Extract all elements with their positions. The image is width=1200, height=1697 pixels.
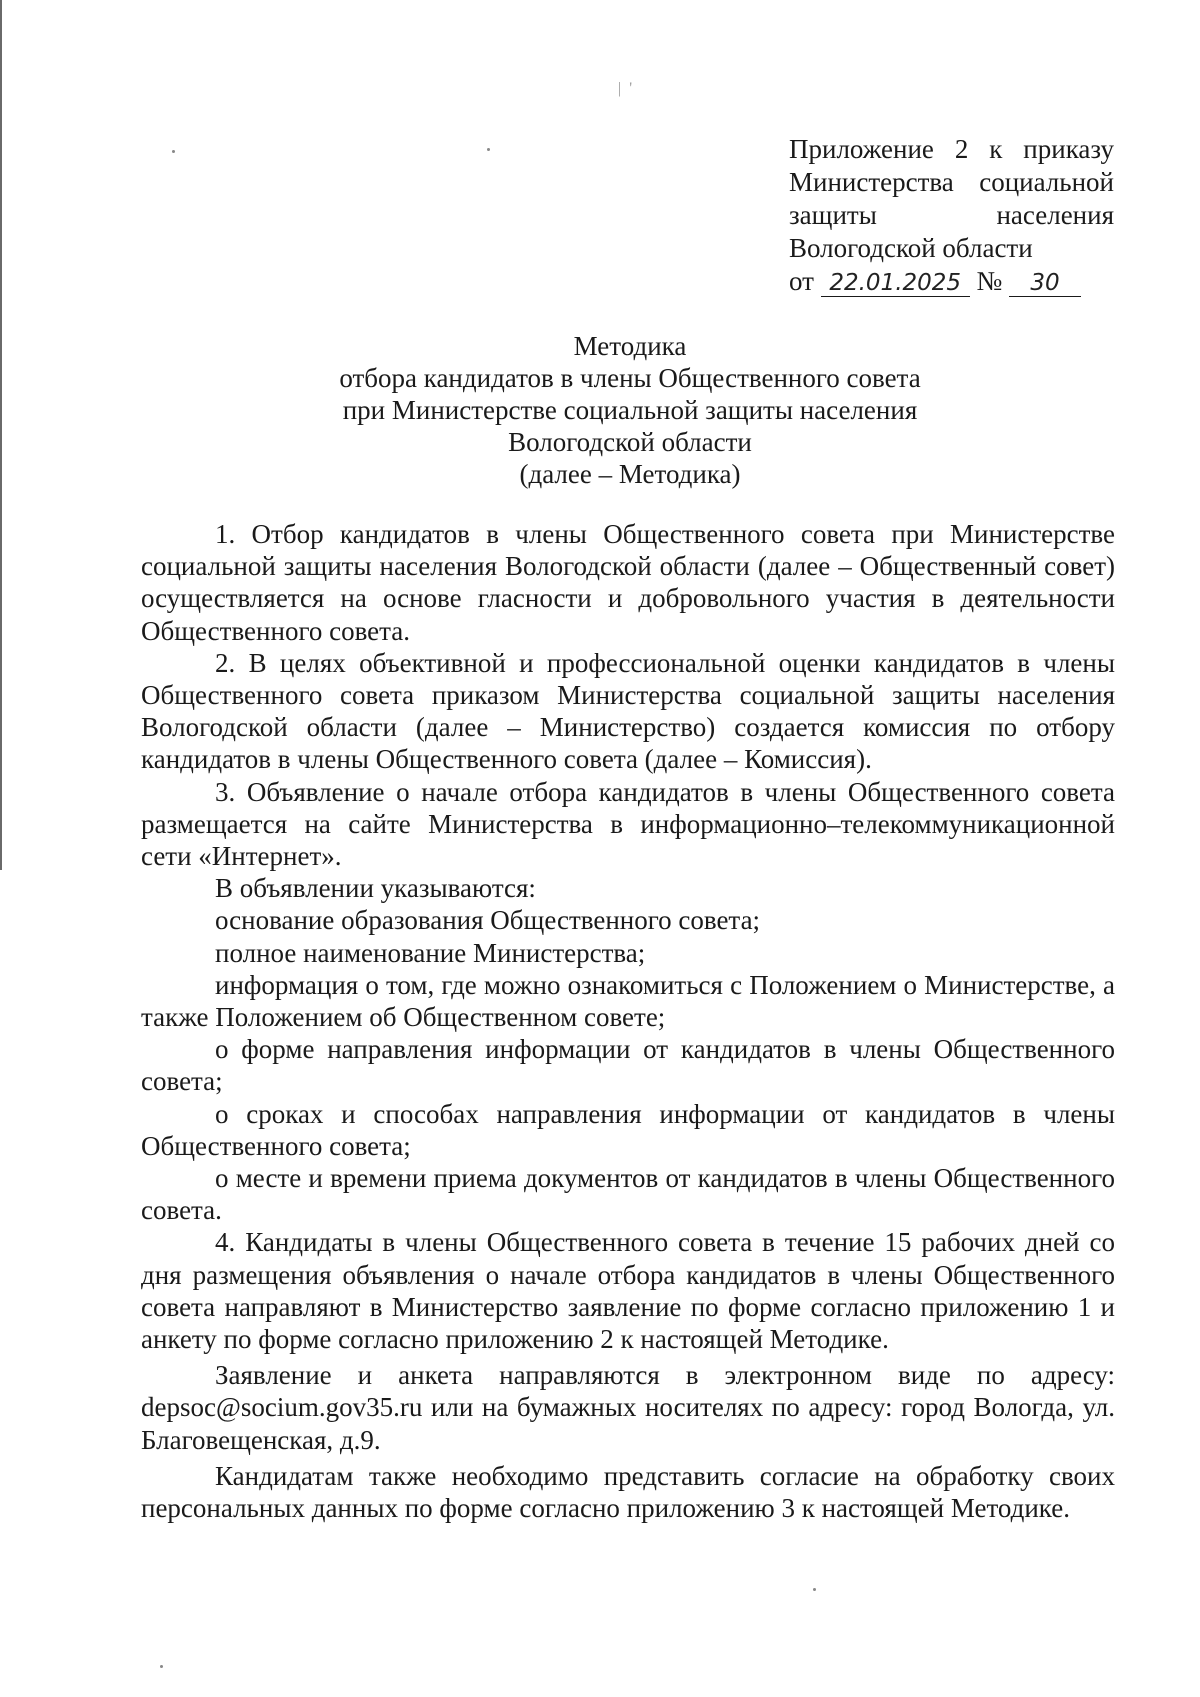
title-line-4: Вологодской области bbox=[508, 427, 752, 457]
paragraph-consent: Кандидатам также необходимо представить согласие на обработку своих персональных данных по форме согласно приложению 3 к настоящей Методике. bbox=[141, 1460, 1115, 1524]
title-line-3: при Министерстве социальной защиты населения bbox=[342, 395, 918, 425]
number-prefix: № bbox=[976, 266, 1003, 296]
order-number-handwritten: 30 bbox=[1009, 270, 1081, 297]
list-item-deadlines: о сроках и способах направления информации от кандидатов в члены Общественного совета; bbox=[141, 1098, 1115, 1161]
title-line-1: Методика bbox=[573, 331, 687, 361]
paragraph-announcement-intro: В объявлении указываются: bbox=[215, 873, 536, 904]
document-body bbox=[141, 518, 1115, 1524]
scan-speck bbox=[160, 1665, 163, 1668]
scan-speck bbox=[172, 150, 175, 153]
list-item-ministry-name: полное наименование Министерства; bbox=[215, 937, 646, 968]
appendix-header bbox=[789, 133, 1114, 298]
page-marks: | ' bbox=[618, 80, 635, 97]
list-item-regulations-info: информация о том, где можно ознакомиться с Положением о Министерстве, а также Положением об Общественном совете; bbox=[141, 969, 1115, 1033]
paragraph-submission-address: Заявление и анкета направляются в электронном виде по адресу: depsoc@socium.gov35.ru или на бумажных носителях по адресу: город Вологда, ул. Благовещенская, д.9. bbox=[141, 1360, 1115, 1455]
scan-speck bbox=[487, 148, 490, 151]
list-item-basis: основание образования Общественного совета; bbox=[215, 905, 761, 936]
order-date-handwritten: 22.01.2025 bbox=[821, 270, 970, 297]
appendix-line-2: Министерства социальной bbox=[789, 167, 1114, 197]
title-line-5: (далее – Методика) bbox=[519, 459, 741, 489]
scan-speck bbox=[813, 1588, 816, 1591]
date-prefix: от bbox=[789, 266, 814, 296]
title-line-2: отбора кандидатов в члены Общественного совета bbox=[339, 363, 921, 393]
paragraph-4: 4. Кандидаты в члены Общественного совета в течение 15 рабочих дней со дня размещения объявления о начале отбора кандидатов в члены Общественного совета направляют в Министерство заявление по форме согласно приложению 1 и анкету по форме согласно приложению 2 к настоящей Методике. bbox=[141, 1227, 1115, 1355]
scan-edge-line bbox=[0, 0, 2, 870]
list-item-submission-form: о форме направления информации от кандидатов в члены Общественного совета; bbox=[141, 1034, 1115, 1097]
order-date-line bbox=[789, 265, 1114, 298]
appendix-line-4: Вологодской области bbox=[789, 233, 1033, 263]
appendix-line-1: Приложение 2 к приказу bbox=[789, 134, 1114, 164]
list-item-place-time: о месте и времени приема документов от кандидатов в члены Общественного совета. bbox=[141, 1163, 1115, 1226]
paragraph-3: 3. Объявление о начале отбора кандидатов в члены Общественного совета размещается на сайте Министерства в информационно–телекоммуникационной сети «Интернет». bbox=[141, 776, 1115, 872]
paragraph-1: 1. Отбор кандидатов в члены Общественного совета при Министерстве социальной защиты населения Вологодской области (далее – Общественный совет) осуществляется на основе гласности и добровольного участия в деятельности Общественного совета. bbox=[141, 519, 1115, 646]
document-title bbox=[140, 330, 1120, 490]
paragraph-2: 2. В целях объективной и профессиональной оценки кандидатов в члены Общественного совета приказом Министерства социальной защиты населения Вологодской области (далее – Министерство) создается комиссия по отбору кандидатов в члены Общественного совета (далее – Комиссия). bbox=[141, 647, 1115, 775]
appendix-line-3: защиты населения bbox=[789, 200, 1114, 230]
